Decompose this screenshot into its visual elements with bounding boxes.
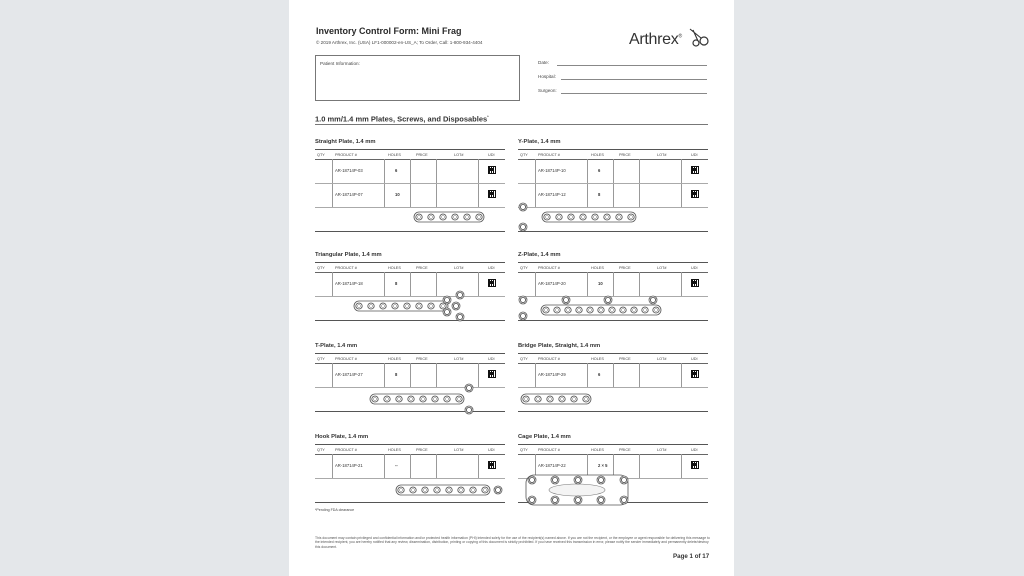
column-header-qty: QTY bbox=[520, 447, 528, 452]
lot-input[interactable] bbox=[641, 365, 679, 385]
holes-count: 10 bbox=[395, 192, 400, 197]
section-title-text: 1.0 mm/1.4 mm Plates, Screws, and Disposables bbox=[315, 114, 488, 124]
surgeon-field[interactable] bbox=[561, 93, 707, 94]
price-input[interactable] bbox=[615, 365, 637, 385]
column-header-product: PRODUCT # bbox=[335, 447, 357, 452]
hospital-field[interactable] bbox=[561, 79, 707, 80]
price-input[interactable] bbox=[412, 456, 434, 476]
column-header-price: PRICE bbox=[416, 356, 428, 361]
price-input[interactable] bbox=[615, 456, 637, 476]
column-header-holes: HOLES bbox=[591, 265, 604, 270]
column-header-price: PRICE bbox=[416, 447, 428, 452]
page-current: 1 bbox=[689, 553, 693, 560]
column-header-qty: QTY bbox=[317, 447, 325, 452]
plate-illustration-z-plate-1-4-mm bbox=[518, 292, 708, 324]
holes-count: 6 bbox=[598, 168, 601, 173]
table-cage-plate-1-4-mm bbox=[518, 444, 708, 503]
column-header-qty: QTY bbox=[317, 356, 325, 361]
column-header-product: PRODUCT # bbox=[538, 447, 560, 452]
price-input[interactable] bbox=[615, 274, 637, 294]
table-bridge-plate-straight-1-4-mm bbox=[518, 353, 708, 412]
page-separator: of bbox=[692, 553, 703, 560]
column-header-holes: HOLES bbox=[591, 152, 604, 157]
footnote: *Pending FDA clearance bbox=[315, 508, 355, 512]
udi-qr-code bbox=[691, 190, 699, 198]
udi-qr-code bbox=[488, 370, 496, 378]
column-header-product: PRODUCT # bbox=[538, 265, 560, 270]
price-input[interactable] bbox=[412, 161, 434, 181]
column-header-udi: UDI bbox=[488, 265, 495, 270]
date-field[interactable] bbox=[557, 65, 707, 66]
table-title-bridge-plate-straight-1-4-mm: Bridge Plate, Straight, 1.4 mm bbox=[518, 343, 601, 349]
page-total: 17 bbox=[702, 553, 710, 560]
plate-illustration-cage-plate-1-4-mm bbox=[518, 474, 708, 506]
holes-count: 6 bbox=[395, 168, 398, 173]
column-header-qty: QTY bbox=[520, 152, 528, 157]
qty-input[interactable] bbox=[519, 185, 534, 205]
column-header-holes: HOLES bbox=[388, 152, 401, 157]
udi-qr-code bbox=[488, 190, 496, 198]
qty-input[interactable] bbox=[316, 456, 331, 476]
column-header-udi: UDI bbox=[691, 447, 698, 452]
patient-information-label: Patient Information: bbox=[320, 61, 360, 66]
patient-information-box[interactable] bbox=[315, 55, 520, 101]
column-header-udi: UDI bbox=[488, 152, 495, 157]
qty-input[interactable] bbox=[316, 365, 331, 385]
column-header-udi: UDI bbox=[691, 265, 698, 270]
lot-input[interactable] bbox=[641, 274, 679, 294]
column-header-lot: LOT# bbox=[657, 356, 667, 361]
confidentiality-disclaimer: This document may contain privileged and confidential information and/or protected health information (PHI) intended solely for the use of the recipient(s) named above. If you are not the recipient, or the employee or agent responsible for delivering this message to the intended recipient, you are hereby notified that any review, dissemination, distribution, printing or copying of this document is strictly prohibited. If you have received this transmission in error, please notify the sender immediately and permanently delete/destroy this document. bbox=[315, 536, 710, 549]
column-header-price: PRICE bbox=[416, 265, 428, 270]
logo-text: Arthrex bbox=[629, 31, 679, 48]
column-header-holes: HOLES bbox=[388, 356, 401, 361]
section-title-footnote-mark: * bbox=[487, 114, 489, 119]
column-header-qty: QTY bbox=[317, 152, 325, 157]
lot-input[interactable] bbox=[641, 456, 679, 476]
plate-illustration-bridge-plate-straight-1-4-mm bbox=[518, 383, 708, 415]
column-header-udi: UDI bbox=[488, 447, 495, 452]
column-header-holes: HOLES bbox=[388, 265, 401, 270]
column-header-qty: QTY bbox=[520, 265, 528, 270]
qty-input[interactable] bbox=[316, 185, 331, 205]
udi-qr-code bbox=[488, 279, 496, 287]
column-header-price: PRICE bbox=[619, 356, 631, 361]
table-straight-plate-1-4-mm bbox=[315, 149, 505, 232]
column-header-product: PRODUCT # bbox=[538, 152, 560, 157]
product-number: AR-18714P-22 bbox=[538, 463, 566, 468]
column-header-lot: LOT# bbox=[454, 265, 464, 270]
column-header-price: PRICE bbox=[416, 152, 428, 157]
column-header-product: PRODUCT # bbox=[335, 356, 357, 361]
product-number: AR-18714P-12 bbox=[538, 192, 566, 197]
lot-input[interactable] bbox=[438, 274, 476, 294]
qty-input[interactable] bbox=[316, 274, 331, 294]
column-header-price: PRICE bbox=[619, 265, 631, 270]
table-title-z-plate-1-4-mm: Z-Plate, 1.4 mm bbox=[518, 252, 561, 258]
product-number: AR-18714P-29 bbox=[538, 372, 566, 377]
column-header-holes: HOLES bbox=[591, 356, 604, 361]
udi-qr-code bbox=[691, 279, 699, 287]
column-header-qty: QTY bbox=[317, 265, 325, 270]
copyright-order-line: © 2019 Arthrex, Inc. (USA) LF1-000002-en-US_A; To Order, Call: 1-800-934-4404 bbox=[316, 40, 483, 45]
lot-input[interactable] bbox=[438, 456, 476, 476]
lot-input[interactable] bbox=[641, 185, 679, 205]
plate-illustration-hook-plate-1-4-mm bbox=[315, 474, 505, 506]
page-number bbox=[673, 553, 709, 560]
scissors-logo-icon bbox=[687, 27, 711, 47]
qty-input[interactable] bbox=[519, 274, 534, 294]
product-number: AR-18714P-21 bbox=[335, 463, 363, 468]
column-header-holes: HOLES bbox=[591, 447, 604, 452]
column-header-lot: LOT# bbox=[657, 152, 667, 157]
column-header-udi: UDI bbox=[691, 152, 698, 157]
holes-count: 8 bbox=[598, 192, 601, 197]
udi-qr-code bbox=[691, 166, 699, 174]
table-hook-plate-1-4-mm bbox=[315, 444, 505, 503]
column-header-udi: UDI bbox=[691, 356, 698, 361]
udi-qr-code bbox=[488, 461, 496, 469]
price-input[interactable] bbox=[412, 365, 434, 385]
row-divider bbox=[518, 183, 708, 184]
price-input[interactable] bbox=[412, 274, 434, 294]
qty-input[interactable] bbox=[519, 456, 534, 476]
price-input[interactable] bbox=[615, 185, 637, 205]
lot-input[interactable] bbox=[438, 365, 476, 385]
udi-qr-code bbox=[488, 166, 496, 174]
product-number: AR-18714P-20 bbox=[538, 281, 566, 286]
product-number: AR-18714P-10 bbox=[538, 168, 566, 173]
table-z-plate-1-4-mm bbox=[518, 262, 708, 321]
udi-qr-code bbox=[691, 370, 699, 378]
lot-input[interactable] bbox=[438, 185, 476, 205]
udi-qr-code bbox=[691, 461, 699, 469]
column-header-udi: UDI bbox=[488, 356, 495, 361]
holes-count: 6 bbox=[598, 372, 601, 377]
product-number: AR-18714P-03 bbox=[335, 168, 363, 173]
qty-input[interactable] bbox=[519, 161, 534, 181]
plate-illustration-triangular-plate-1-4-mm bbox=[315, 292, 505, 324]
hospital-label: Hospital: bbox=[538, 74, 556, 79]
surgeon-label: Surgeon: bbox=[538, 88, 557, 93]
holes-count: 8 bbox=[395, 281, 398, 286]
table-title-hook-plate-1-4-mm: Hook Plate, 1.4 mm bbox=[315, 434, 369, 440]
product-number: AR-18714P-18 bbox=[335, 281, 363, 286]
holes-count: 8 bbox=[395, 372, 398, 377]
page-title: Inventory Control Form: Mini Frag bbox=[316, 26, 462, 36]
plate-illustration-straight-plate-1-4-mm bbox=[315, 203, 505, 235]
date-label: Date: bbox=[538, 60, 549, 65]
column-header-product: PRODUCT # bbox=[335, 265, 357, 270]
column-header-product: PRODUCT # bbox=[335, 152, 357, 157]
column-header-lot: LOT# bbox=[454, 356, 464, 361]
column-header-lot: LOT# bbox=[657, 265, 667, 270]
column-header-price: PRICE bbox=[619, 152, 631, 157]
page-prefix: Page bbox=[673, 553, 690, 560]
section-divider bbox=[315, 124, 708, 125]
column-header-lot: LOT# bbox=[454, 152, 464, 157]
price-input[interactable] bbox=[412, 185, 434, 205]
holes-count: 2 × 5 bbox=[598, 463, 608, 468]
column-header-product: PRODUCT # bbox=[538, 356, 560, 361]
lot-input[interactable] bbox=[438, 161, 476, 181]
plate-illustration-y-plate-1-4-mm bbox=[518, 203, 708, 235]
plate-illustration-t-plate-1-4-mm bbox=[315, 383, 505, 415]
product-number: AR-18714P-27 bbox=[335, 372, 363, 377]
lot-input[interactable] bbox=[641, 161, 679, 181]
column-header-price: PRICE bbox=[619, 447, 631, 452]
qty-input[interactable] bbox=[316, 161, 331, 181]
section-title bbox=[315, 114, 489, 124]
table-t-plate-1-4-mm bbox=[315, 353, 505, 412]
qty-input[interactable] bbox=[519, 365, 534, 385]
table-title-straight-plate-1-4-mm: Straight Plate, 1.4 mm bbox=[315, 139, 376, 145]
row-divider bbox=[315, 183, 505, 184]
column-header-holes: HOLES bbox=[388, 447, 401, 452]
column-header-qty: QTY bbox=[520, 356, 528, 361]
product-number: AR-18714P-07 bbox=[335, 192, 363, 197]
table-title-cage-plate-1-4-mm: Cage Plate, 1.4 mm bbox=[518, 434, 571, 440]
price-input[interactable] bbox=[615, 161, 637, 181]
form-page bbox=[289, 0, 734, 576]
column-header-lot: LOT# bbox=[454, 447, 464, 452]
logo-registered-mark: ® bbox=[678, 33, 682, 40]
column-header-lot: LOT# bbox=[657, 447, 667, 452]
table-title-y-plate-1-4-mm: Y-Plate, 1.4 mm bbox=[518, 139, 561, 145]
table-title-t-plate-1-4-mm: T-Plate, 1.4 mm bbox=[315, 343, 358, 349]
arthrex-logo bbox=[629, 31, 682, 49]
table-triangular-plate-1-4-mm bbox=[315, 262, 505, 321]
table-title-triangular-plate-1-4-mm: Triangular Plate, 1.4 mm bbox=[315, 252, 382, 258]
holes-count: 10 bbox=[598, 281, 603, 286]
holes-count: -- bbox=[395, 463, 398, 468]
table-y-plate-1-4-mm bbox=[518, 149, 708, 232]
